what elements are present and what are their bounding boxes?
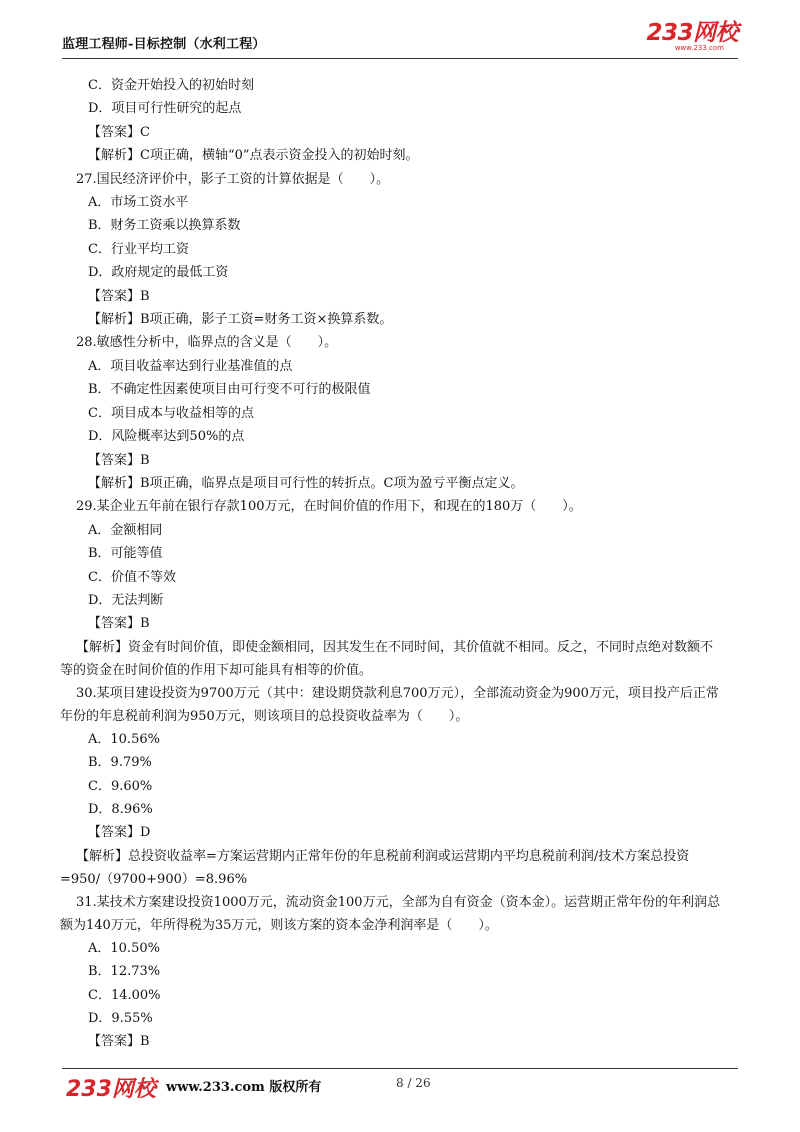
- option-line: D．8.96%: [88, 801, 153, 817]
- answer-line: 【答案】B: [88, 1034, 150, 1050]
- answer-line: 【答案】B: [88, 452, 150, 468]
- header-title: 监理工程师-目标控制（水利工程）: [62, 37, 266, 52]
- answer-line: 【答案】B: [88, 288, 150, 304]
- option-line: A．10.56%: [88, 731, 160, 747]
- footer-logo: 233网校: [66, 1077, 156, 1102]
- option-line: B．可能等值: [88, 546, 163, 562]
- question-28: 28.敏感性分析中，临界点的含义是（ ）。: [76, 335, 338, 351]
- analysis-line: 【解析】B项正确，影子工资=财务工资×换算系数。: [88, 312, 393, 328]
- analysis-line: 【解析】B项正确，临界点是项目可行性的转折点。C项为盈亏平衡点定义。: [88, 475, 524, 491]
- header-logo: [646, 22, 738, 52]
- option-line: A．项目收益率达到行业基准值的点: [88, 358, 293, 374]
- option-line: C．资金开始投入的初始时刻: [88, 78, 254, 93]
- analysis-paragraph-30: 【解析】总投资收益率=方案运营期内正常年份的年息税前利润或运营期内平均息税前利润/技术方案总投资=950/（9700+900）=8.96%: [60, 848, 690, 887]
- option-line: C．项目成本与收益相等的点: [88, 405, 254, 421]
- analysis-paragraph-29: 【解析】资金有时间价值，即使金额相同，因其发生在不同时间，其价值就不相同。反之，不同时点绝对数额不等的资金在时间价值的作用下却可能具有相等的价值。: [60, 639, 714, 678]
- header-divider: [62, 58, 738, 59]
- option-line: B．9.79%: [88, 755, 152, 771]
- question-27: 27.国民经济评价中，影子工资的计算依据是（ ）。: [76, 171, 390, 187]
- answer-line: 【答案】B: [88, 616, 150, 632]
- option-line: D．9.55%: [88, 1011, 153, 1026]
- page-header: [62, 22, 738, 58]
- option-line: B．财务工资乘以换算系数: [88, 218, 241, 234]
- answer-line: 【答案】C: [88, 124, 150, 140]
- question-31: 31.某技术方案建设投资1000万元，流动资金100万元，全部为自有资金（资本金）。运营期正常年份的年利润总额为140万元，年所得税为35万元，则该方案的资本金净利润率是（ ）。: [60, 894, 721, 933]
- logo-url: www.233.com: [674, 44, 724, 52]
- option-line: D．风险概率达到50%的点: [88, 429, 245, 445]
- option-line: C．14.00%: [88, 987, 161, 1003]
- option-line: B．不确定性因素使项目由可行变不可行的极限值: [88, 382, 371, 398]
- page-number: 8 / 26: [396, 1076, 431, 1090]
- option-line: B．12.73%: [88, 964, 161, 980]
- option-line: A．金额相同: [88, 522, 163, 538]
- answer-line: 【答案】D: [88, 825, 151, 841]
- footer-copyright: www.233.com 版权所有: [166, 1080, 322, 1095]
- question-29: 29.某企业五年前在银行存款100万元，在时间价值的作用下，和现在的180万（ ）。: [76, 499, 582, 515]
- option-line: A．市场工资水平: [88, 195, 189, 211]
- option-line: C．价值不等效: [88, 569, 176, 585]
- question-30: 30.某项目建设投资为9700万元（其中：建设期贷款利息700万元），全部流动资金为900万元，项目投产后正常年份的年息税前利润为950万元，则该项目的总投资收益率为（ ）。: [60, 685, 719, 724]
- analysis-line: 【解析】C项正确，横轴“0”点表示资金投入的初始时刻。: [88, 148, 419, 164]
- footer-divider: [62, 1068, 738, 1069]
- page-footer: [62, 1070, 738, 1100]
- option-line: D．无法判断: [88, 592, 164, 608]
- option-line: C．9.60%: [88, 778, 153, 794]
- document-body: [60, 74, 736, 1054]
- option-line: C．行业平均工资: [88, 241, 189, 257]
- option-line: D．项目可行性研究的起点: [88, 101, 242, 117]
- option-line: D．政府规定的最低工资: [88, 265, 229, 281]
- logo-text: 233网校: [646, 20, 738, 46]
- option-line: A．10.50%: [88, 940, 160, 956]
